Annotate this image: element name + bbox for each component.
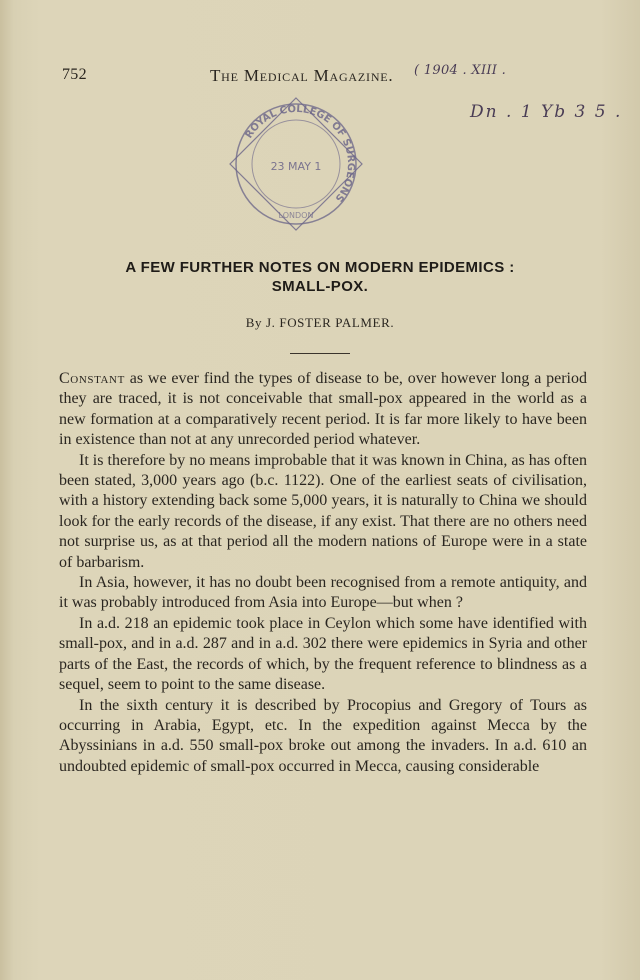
stamp-ring-text: ROYAL COLLEGE OF SURGEONS bbox=[243, 103, 357, 204]
divider bbox=[290, 353, 350, 354]
handwritten-shelfmark: Dn . 1 Yb 3 5 . bbox=[470, 102, 623, 122]
article-body bbox=[59, 369, 587, 777]
paragraph-2: It is therefore by no means improbable that it was known in China, as has often been stated, 3,000 years ago (b.c. 1122). One of the earliest seats of civilisation, with a history extending back some 5,000 years, it is naturally to China we should look for the early records of the disease, if any exist. That there are no others need not surprise us, as at that period all the modern nations of Europe were in a state of barbarism. bbox=[59, 451, 587, 571]
stamp-bottom-text: LONDON bbox=[278, 211, 314, 220]
article-title bbox=[50, 258, 590, 296]
library-stamp-icon bbox=[226, 94, 366, 234]
stamp-date: 23 MAY 1 bbox=[270, 160, 322, 173]
paragraph-1-lead: Constant bbox=[59, 370, 125, 387]
paragraph-3: In Asia, however, it has no doubt been recognised from a remote antiquity, and it was probably introduced from Asia into Europe—but when ? bbox=[59, 574, 587, 612]
paragraph-5: In the sixth century it is described by Procopius and Gregory of Tours as occurring in Arabia, Egypt, etc. In the expedition against Mecca by the Abyssinians in a.d. 550 small-pox broke out among the invaders. In a.d. 610 an undoubted epidemic of small-pox occurred in Mecca, causing considerable bbox=[59, 696, 587, 775]
paragraph-1 bbox=[59, 369, 587, 451]
paragraph-1-text: as we ever find the types of disease to be, over however long a period they are traced, it is not conceivable that small-pox appeared in the world as a new formation at a comparatively recent period. It is far more likely to have been in existence than not at any unrecorded period whatever. bbox=[59, 370, 587, 449]
handwritten-volume-note: ( 1904 . XIII . bbox=[414, 63, 507, 78]
article-title-line-2: SMALL-POX. bbox=[271, 278, 369, 295]
page-number: 752 bbox=[62, 66, 87, 83]
byline: By J. FOSTER PALMER. bbox=[245, 315, 395, 330]
article-title-line-1: A FEW FURTHER NOTES ON MODERN EPIDEMICS : bbox=[125, 259, 515, 276]
paragraph-4: In a.d. 218 an epidemic took place in Ceylon which some have identified with small-pox, and in a.d. 287 and in a.d. 302 there were epidemics in Syria and other parts of the East, the records of which, by the frequent reference to blindness as a sequel, seem to point to the same disease. bbox=[59, 614, 587, 694]
journal-title: The Medical Magazine. bbox=[210, 66, 394, 85]
